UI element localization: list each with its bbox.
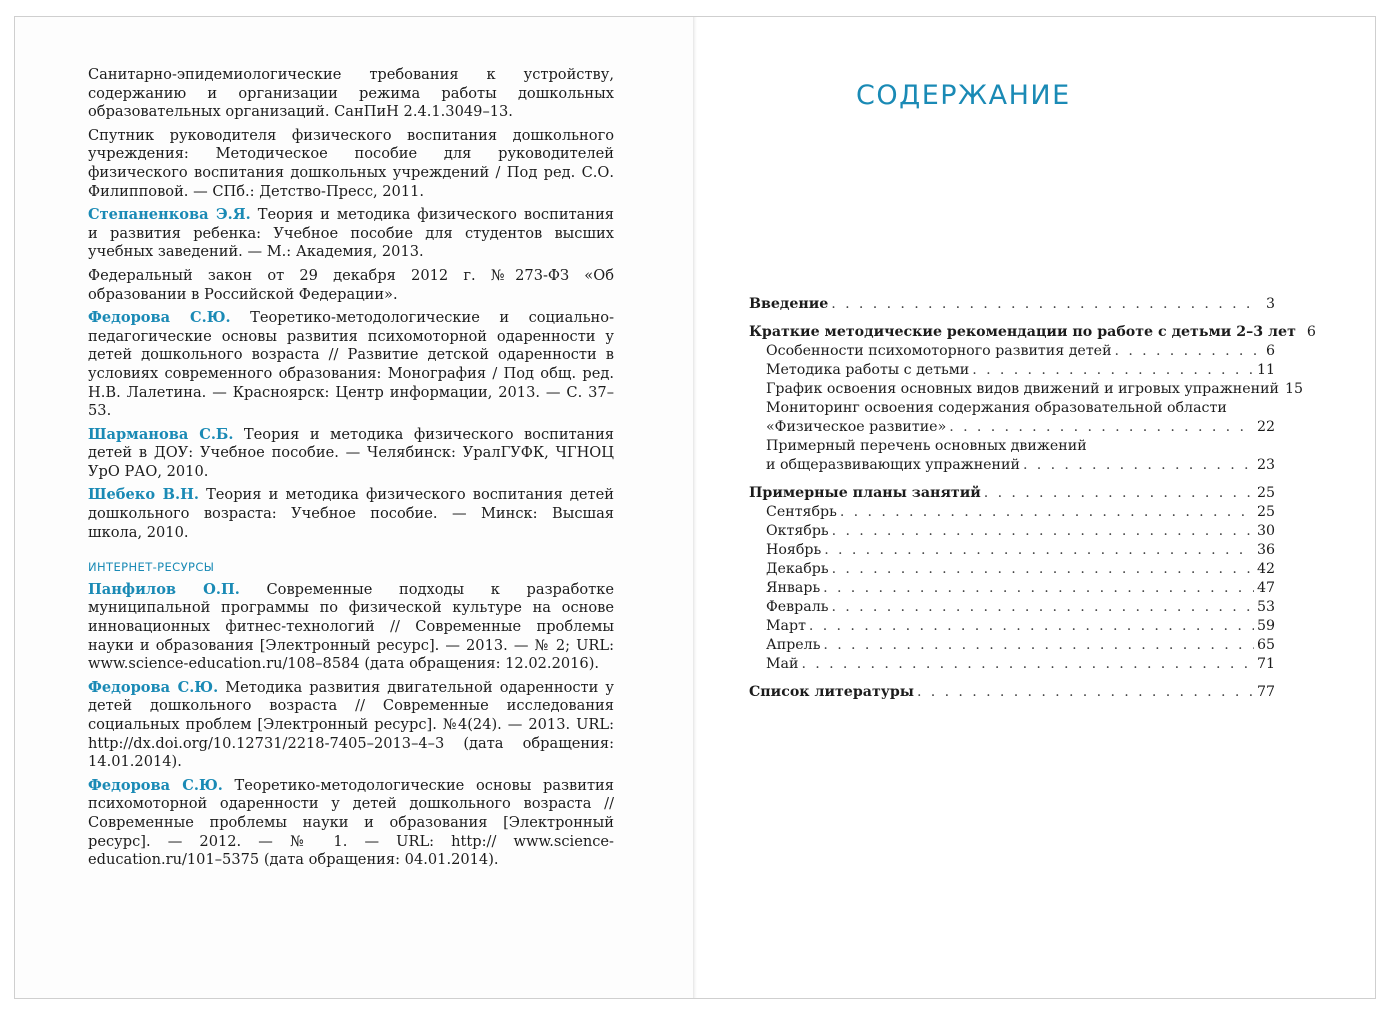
toc-entry-month[interactable] bbox=[749, 617, 1275, 636]
toc-entry-text: Апрель bbox=[766, 637, 821, 653]
toc-entry[interactable] bbox=[749, 418, 1275, 437]
toc-entry-text: «Физическое развитие» bbox=[766, 419, 947, 435]
toc-page-number: 15 bbox=[1285, 381, 1304, 397]
reference-author: Степаненкова Э.Я. bbox=[88, 206, 251, 224]
toc-entry-text: Май bbox=[766, 656, 799, 672]
book-gutter bbox=[693, 17, 697, 998]
toc-entry-text: Введение bbox=[749, 296, 829, 312]
reference-text: Современные подходы к разработке муниципальной программы по физической культуре на основе инновационных фитнес-технологий // Современные проблемы науки и образования [Электронный ресурс]. — 2013. — № 2; URL: www.science-education.ru/108–8584 (дата обращения: 12.02.2016). bbox=[88, 580, 614, 673]
toc-entry-text: Октябрь bbox=[766, 523, 829, 539]
reference-item bbox=[88, 127, 614, 201]
reference-author: Шебеко В.Н. bbox=[88, 486, 199, 504]
toc-entry-text: Декабрь bbox=[766, 561, 829, 577]
toc-page-number: 3 bbox=[1265, 296, 1275, 312]
reference-author: Шарманова С.Б. bbox=[88, 425, 234, 443]
reference-text: Санитарно-эпидемиологические требования к устройству, содержанию и организации режима работы дошкольных образовательных организаций. СанПиН 2.4.1.3049–13. bbox=[88, 66, 614, 121]
toc-page-number: 23 bbox=[1256, 457, 1275, 473]
toc-page-number: 42 bbox=[1256, 561, 1275, 577]
reference-author: Панфилов О.П. bbox=[88, 580, 240, 598]
toc-entry-section[interactable] bbox=[749, 323, 1316, 342]
toc-page-number: 47 bbox=[1256, 580, 1275, 596]
toc-page-number: 11 bbox=[1256, 362, 1275, 378]
reference-item bbox=[88, 426, 614, 482]
toc-page-number: 30 bbox=[1256, 523, 1275, 539]
toc-entry-month[interactable] bbox=[749, 655, 1275, 674]
internet-resources-heading: ИНТЕРНЕТ-РЕСУРСЫ bbox=[88, 560, 215, 575]
toc-page-number: 6 bbox=[1265, 343, 1275, 359]
toc-leader bbox=[984, 484, 1254, 503]
toc-leader bbox=[1115, 342, 1258, 361]
toc-leader bbox=[917, 683, 1254, 702]
toc-entry[interactable] bbox=[749, 380, 1304, 399]
toc-leader bbox=[840, 503, 1254, 522]
toc-leader bbox=[972, 361, 1254, 380]
toc-entry-text: Примерные планы занятий bbox=[749, 485, 981, 501]
toc-entry-text: Март bbox=[766, 618, 806, 634]
toc-entry[interactable] bbox=[749, 361, 1275, 380]
reference-text: Методика развития двигательной одаренности у детей дошкольного возраста // Современные исследования социальных проблем [Электронный ресурс]. №4(24). — 2013. URL: http://dx.doi.org/10.12731/2218-7405–2013–4–3 (дата обращения: 14.01.2014). bbox=[88, 678, 614, 771]
toc-page-number: 6 bbox=[1306, 324, 1316, 340]
toc-page-number: 77 bbox=[1256, 684, 1275, 700]
toc-entry-month[interactable] bbox=[749, 636, 1275, 655]
toc-page-number: 22 bbox=[1256, 419, 1275, 435]
toc-page-number: 25 bbox=[1256, 504, 1275, 520]
toc-page-number: 59 bbox=[1256, 618, 1275, 634]
reference-author: Федорова С.Ю. bbox=[88, 776, 223, 794]
toc-page-number: 65 bbox=[1256, 637, 1275, 653]
reference-author: Федорова С.Ю. bbox=[88, 678, 219, 696]
toc-leader bbox=[823, 579, 1254, 598]
toc-entry-month[interactable] bbox=[749, 579, 1275, 598]
toc-leader bbox=[823, 636, 1254, 655]
toc-entry-text: Февраль bbox=[766, 599, 829, 615]
toc-leader bbox=[949, 418, 1254, 437]
toc-entry-text: График освоения основных видов движений и игровых упражнений bbox=[766, 381, 1279, 397]
bibliography bbox=[88, 66, 614, 875]
toc-entry-literature[interactable] bbox=[749, 683, 1275, 702]
reference-item bbox=[88, 206, 614, 262]
toc-entry-month[interactable] bbox=[749, 541, 1275, 560]
toc-page-number: 36 bbox=[1256, 542, 1275, 558]
toc-entry[interactable] bbox=[749, 456, 1275, 475]
toc-entry-month[interactable] bbox=[749, 522, 1275, 541]
toc-leader bbox=[831, 295, 1258, 314]
toc-entry-multiline-first[interactable]: Мониторинг освоения содержания образовательной области bbox=[766, 400, 1227, 416]
toc-entry-month[interactable] bbox=[749, 503, 1275, 522]
toc-title: СОДЕРЖАНИЕ bbox=[856, 80, 1071, 111]
reference-text: Теория и методика физического воспитания детей в ДОУ: Учебное пособие. — Челябинск: УралГУФК, ЧГНОЦ УрО РАО, 2010. bbox=[88, 425, 615, 480]
toc-entry-text: и общеразвивающих упражнений bbox=[766, 457, 1020, 473]
reference-item bbox=[88, 486, 614, 542]
toc-entry-month[interactable] bbox=[749, 598, 1275, 617]
toc-page-number: 71 bbox=[1256, 656, 1275, 672]
toc-entry-text: Список литературы bbox=[749, 684, 914, 700]
toc-page-number: 53 bbox=[1256, 599, 1275, 615]
toc-entry-text: Особенности психомоторного развития детей bbox=[766, 343, 1112, 359]
reference-text: Теория и методика физического воспитания и развития ребенка: Учебное пособие для студентов высших учебных заведений. — М.: Академия, 2013. bbox=[88, 206, 614, 261]
toc-page-number: 25 bbox=[1256, 485, 1275, 501]
toc-entry-text: Методика работы с детьми bbox=[766, 362, 970, 378]
toc-leader bbox=[832, 522, 1254, 541]
reference-text: Теория и методика физического воспитания детей дошкольного возраста: Учебное пособие. — Минск: Высшая школа, 2010. bbox=[88, 486, 614, 541]
reference-text: Спутник руководителя физического воспитания дошкольного учреждения: Методическое пособие для руководителей физического воспитания дошкольных учреждений / Под ред. С.О. Филипповой. — СПб.: Детство-Пресс, 2011. bbox=[88, 126, 614, 200]
toc-leader bbox=[832, 560, 1254, 579]
toc-leader bbox=[824, 541, 1254, 560]
reference-item bbox=[88, 267, 614, 304]
toc-leader bbox=[801, 655, 1253, 674]
reference-text: Теоретико-методологические и социально-педагогические основы развития психомоторной одаренности у детей дошкольного возраста // Развитие детской одаренности в условиях современного образования: Монография / Под общ. ред. Н.В. Лалетина. — Красноярск: Центр информации, 2013. — С. 37–53. bbox=[88, 309, 614, 420]
table-of-contents bbox=[749, 295, 1316, 702]
internet-reference-item bbox=[88, 581, 614, 674]
reference-author: Федорова С.Ю. bbox=[88, 309, 231, 327]
toc-leader bbox=[831, 598, 1254, 617]
toc-entry-multiline-first[interactable]: Примерный перечень основных движений bbox=[766, 438, 1087, 454]
toc-entry-text: Краткие методические рекомендации по работе с детьми 2–3 лет bbox=[749, 324, 1296, 340]
internet-reference-item bbox=[88, 777, 614, 870]
toc-entry-text: Ноябрь bbox=[766, 542, 822, 558]
reference-text: Теоретико-методологические основы развития психомоторной одаренности у детей дошкольного возраста // Современные проблемы науки и образования [Электронный ресурс]. — 2012. — № 1. — URL: http:// www.science-education.ru/101–5375 (дата обращения: 04.01.2014). bbox=[88, 776, 614, 869]
toc-entry[interactable] bbox=[749, 342, 1275, 361]
reference-item bbox=[88, 309, 614, 421]
toc-entry-section[interactable] bbox=[749, 484, 1275, 503]
toc-entry-intro[interactable] bbox=[749, 295, 1275, 314]
toc-leader bbox=[1023, 456, 1254, 475]
reference-text: Федеральный закон от 29 декабря 2012 г. №273-ФЗ «Об образовании в Российской Федерации». bbox=[88, 266, 614, 303]
reference-item bbox=[88, 66, 614, 122]
toc-leader bbox=[809, 617, 1254, 636]
toc-entry-month[interactable] bbox=[749, 560, 1275, 579]
toc-entry-text: Январь bbox=[766, 580, 821, 596]
toc-entry-text: Сентябрь bbox=[766, 504, 837, 520]
internet-reference-item bbox=[88, 679, 614, 772]
